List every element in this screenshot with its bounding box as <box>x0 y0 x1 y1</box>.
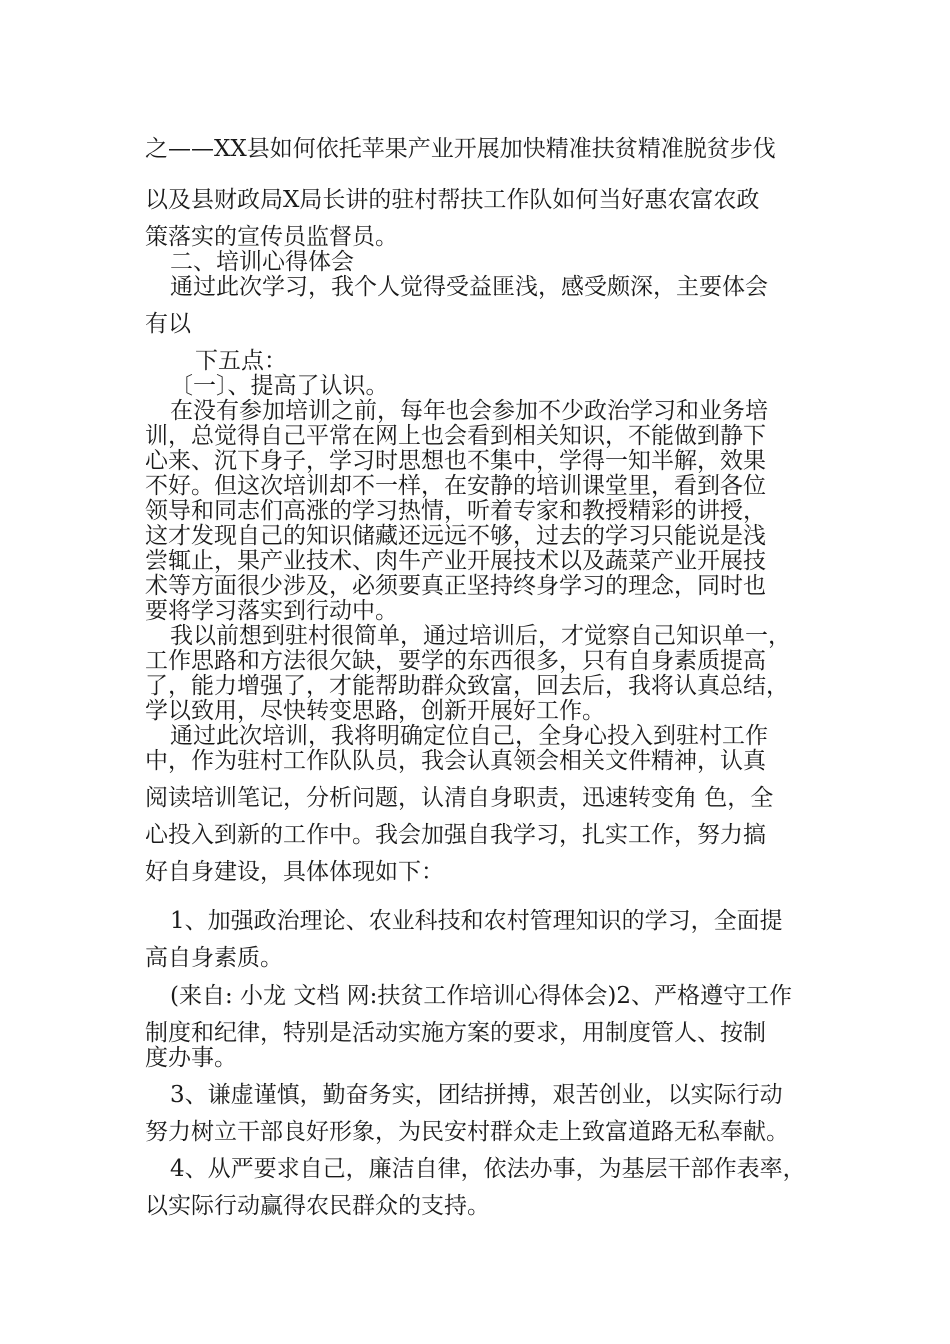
list-item: 4、从严要求自己，廉洁自律，依法办事，为基层干部作表率， <box>170 1156 806 1182</box>
text-line: 好自身建设，具体体现如下： <box>145 859 444 885</box>
text-line: 制度和纪律，特别是活动实施方案的要求，用制度管人、按制 <box>145 1020 766 1046</box>
list-item: 1、加强政治理论、农业科技和农村管理知识的学习，全面提 <box>170 908 783 934</box>
text-line: 这才发现自己的知识储藏还远远不够，过去的学习只能说是浅 <box>145 523 766 549</box>
text-line: 工作思路和方法很欠缺，要学的东西很多，只有自身素质提高 <box>145 648 766 674</box>
text-line: 学以致用，尽快转变思路，创新开展好工作。 <box>145 698 605 724</box>
text-line: 通过此次培训，我将明确定位自己，全身心投入到驻村工作 <box>170 723 768 749</box>
list-item: 3、谦虚谨慎，勤奋务实，团结拼搏，艰苦创业，以实际行动 <box>170 1082 783 1108</box>
text-line: 心投入到新的工作中。我会加强自我学习，扎实工作，努力搞 <box>145 822 766 848</box>
text-line: 中，作为驻村工作队队员，我会认真领会相关文件精神，认真 <box>145 748 766 774</box>
section-heading: 二、培训心得体会 <box>170 249 354 275</box>
text-line: 努力树立干部良好形象，为民安村群众走上致富道路无私奉献。 <box>145 1119 789 1145</box>
text-line: 不好。但这次培训却不一样，在安静的培训课堂里，看到各位 <box>145 473 766 499</box>
text-line: 度办事。 <box>145 1045 237 1071</box>
text-line: 训，总觉得自己平常在网上也会看到相关知识，不能做到静下 <box>145 423 766 449</box>
text-line: 术等方面很少涉及，必须要真正坚持终身学习的理念，同时也 <box>145 573 766 599</box>
text-line: 尝辄止，果产业技术、肉牛产业开展技术以及蔬菜产业开展技 <box>145 548 766 574</box>
text-line: 以实际行动赢得农民群众的支持。 <box>145 1193 490 1219</box>
subsection-heading: 〔一〕、提高了认识。 <box>170 373 389 399</box>
text-line: 要将学习落实到行动中。 <box>145 598 398 624</box>
text-line: 领导和同志们高涨的学习热情，听着专家和教授精彩的讲授， <box>145 498 766 524</box>
text-line: 我以前想到驻村很简单，通过培训后，才觉察自己知识单一， <box>170 623 791 649</box>
text-line: 通过此次学习，我个人觉得受益匪浅，感受颇深，主要体会 <box>170 274 768 300</box>
text-line: 之——XX县如何依托苹果产业开展加快精准扶贫精准脱贫步伐 <box>145 136 776 162</box>
text-line: 在没有参加培训之前，每年也会参加不少政治学习和业务培 <box>170 398 768 424</box>
text-line: 高自身素质。 <box>145 945 283 971</box>
text-line: 心来、沉下身子，学习时思想也不集中，学得一知半解，效果 <box>145 448 766 474</box>
text-line: 有以 <box>145 311 191 337</box>
list-item: (来自: 小龙 文档 网:扶贫工作培训心得体会)2、严格遵守工作 <box>170 983 793 1009</box>
text-line: 下五点： <box>195 348 287 374</box>
text-line: 以及县财政局X局长讲的驻村帮扶工作队如何当好惠农富农政 <box>145 187 760 213</box>
text-line: 策落实的宣传员监督员。 <box>145 224 398 250</box>
text-line: 了，能力增强了，才能帮助群众致富，回去后，我将认真总结， <box>145 673 789 699</box>
text-line: 阅读培训笔记，分析问题，认清自身职责，迅速转变角 色，全 <box>145 785 774 811</box>
